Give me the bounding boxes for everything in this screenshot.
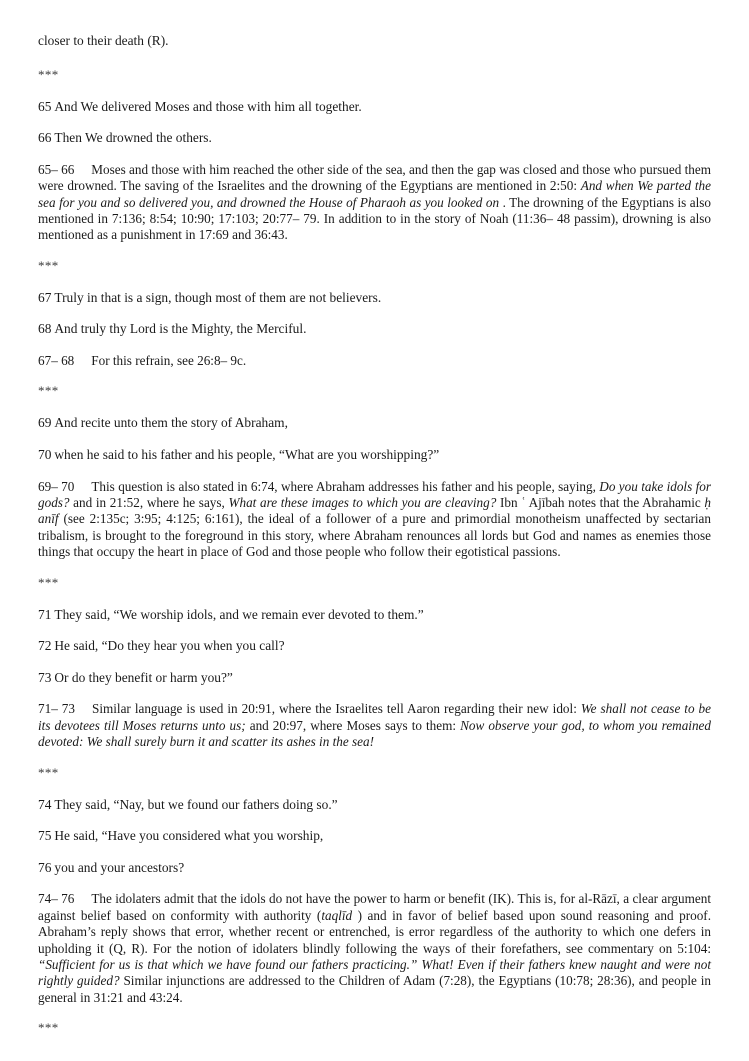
verse-number: 70 [38,447,52,462]
commentary-verse-range: 74– 76 [38,891,75,907]
verse-67 [38,290,711,307]
verse-number: 67 [38,289,52,305]
quoted-passage: “Sufficient for us is that which we have found our fathers practicing.” What! Even if their fathers knew naught and were not rightly guided? [38,957,711,989]
quoted-passage: Do you take idols for gods? [38,478,711,510]
verse-text: when he said to his father and his people, “What are you worshipping?” [54,447,440,462]
verse-76 [38,860,711,877]
commentary-text: The idolaters admit that the idols do not have the power to harm or benefit (IK). This is, for al-Rāzī, a clear argument against belief based on conformity with authority ( [38,891,711,923]
verse-text: And We delivered Moses and those with him all together. [54,98,362,114]
commentary-text: Similar injunctions are addressed to the Children of Adam (7:28), the Egyptians (10:78; 28:36), and people in general in 31:21 and 43:24. [38,973,711,1005]
verse-number: 66 [38,130,52,146]
commentary-verse-range: 69– 70 [38,478,75,494]
quoted-passage: We shall not cease to be its devotees till Moses returns unto us; [38,701,712,733]
page-content [38,33,711,1036]
verse-text: They said, “Nay, but we found our fathers doing so.” [54,796,338,812]
verse-73 [38,670,711,687]
verse-number: 72 [38,638,52,654]
verse-text: Truly in that is a sign, though most of them are not believers. [54,289,382,305]
verse-65 [38,99,711,116]
verse-74 [38,797,711,814]
commentary-text: Moses and those with him reached the other side of the sea, and then the gap was closed and those who pursued them were drowned. The saving of the Israelites and the drowning of the Egyptians are mentioned in 2:50: [38,161,711,194]
verse-text: Then We drowned the others. [54,130,212,146]
verse-number: 73 [38,669,52,685]
verse-number: 69 [38,415,52,431]
section-separator-5: *** [38,764,59,780]
verse-number: 65 [38,98,52,114]
verse-70 [38,447,711,464]
verse-number: 76 [38,859,52,875]
section-separator-3: *** [38,383,59,399]
verse-68 [38,321,711,338]
commentary-67-68 [38,353,711,369]
commentary-74-76 [38,891,711,1006]
commentary-65-66 [38,162,711,244]
commentary-text: Ibn ʿ Ajībah notes that the Abrahamic [496,495,705,510]
section-separator-6: *** [38,1020,59,1036]
quoted-passage: What are these images to which you are cleaving? [228,495,497,510]
commentary-text: . The drowning of the Egyptians is also mentioned in 7:136; 8:54; 10:90; 17:103; 20:77– 79. In addition to in the story of Noah (11:36– 48 passim), drowning is also mentioned as a punishment in 17:69 and 36:43. [38,194,711,243]
verse-text: Or do they benefit or harm you?” [54,669,233,685]
commentary-verse-range: 67– 68 [38,353,75,368]
verse-69 [38,415,711,432]
verse-text: They said, “We worship idols, and we remain ever devoted to them.” [54,606,424,622]
commentary-text: ) and in favor of belief based upon sound reasoning and proof. Abraham’s reply shows that error, whether recent or entrenched, is error regardless of the authority to which one defers in upholding it (Q, R). For the notion of idolaters blindly following the ways of their forefathers, see commentary on 5:104: [38,907,711,956]
section-separator-1: *** [38,66,59,82]
commentary-verse-range: 65– 66 [38,161,75,177]
section-separator-2: *** [38,257,59,273]
verse-number: 68 [38,321,52,337]
verse-text: He said, “Have you considered what you worship, [54,828,324,844]
verse-number: 71 [38,606,52,622]
verse-72 [38,638,711,655]
verse-number: 75 [38,828,52,844]
quoted-passage: taqlīd [321,907,353,923]
verse-75 [38,828,711,845]
quoted-passage: ḥ anīf [38,495,711,527]
commentary-text: and 20:97, where Moses says to them: [245,717,461,733]
verse-text: you and your ancestors? [54,859,185,875]
commentary-71-73 [38,701,711,750]
quoted-passage: Now observe your god, to whom you remained devoted: We shall surely burn it and scatter its ashes in the sea! [38,717,711,750]
commentary-verse-range: 71– 73 [38,701,75,717]
commentary-69-70 [38,479,711,561]
quoted-passage: And when We parted the sea for you and so delivered you, and drowned the House of Pharaoh as you looked on [38,178,712,210]
commentary-text: Similar language is used in 20:91, where the Israelites tell Aaron regarding their new idol: [91,701,581,717]
runon-line: closer to their death (R). [38,33,169,48]
verse-text: And truly thy Lord is the Mighty, the Merciful. [54,321,307,337]
commentary-text: For this refrain, see 26:8– 9c. [91,353,247,368]
commentary-text: (see 2:135c; 3:95; 4:125; 6:161), the ideal of a follower of a pure and primordial monotheism unaffected by sectarian tribalism, is brought to the foreground in this story, where Abraham renounces all lords but God and names as enemies those things that occupy the heart in place of God and those people who follow their egotistical passions. [38,511,711,560]
verse-66 [38,130,711,147]
commentary-text: This question is also stated in 6:74, where Abraham addresses his father and his people, saying, [91,478,600,494]
verse-71 [38,607,711,624]
verse-text: He said, “Do they hear you when you call? [54,638,285,654]
commentary-text: and in 21:52, where he says, [69,495,229,510]
verse-number: 74 [38,796,52,812]
section-separator-4: *** [38,574,59,590]
verse-text: And recite unto them the story of Abraham, [54,415,288,431]
